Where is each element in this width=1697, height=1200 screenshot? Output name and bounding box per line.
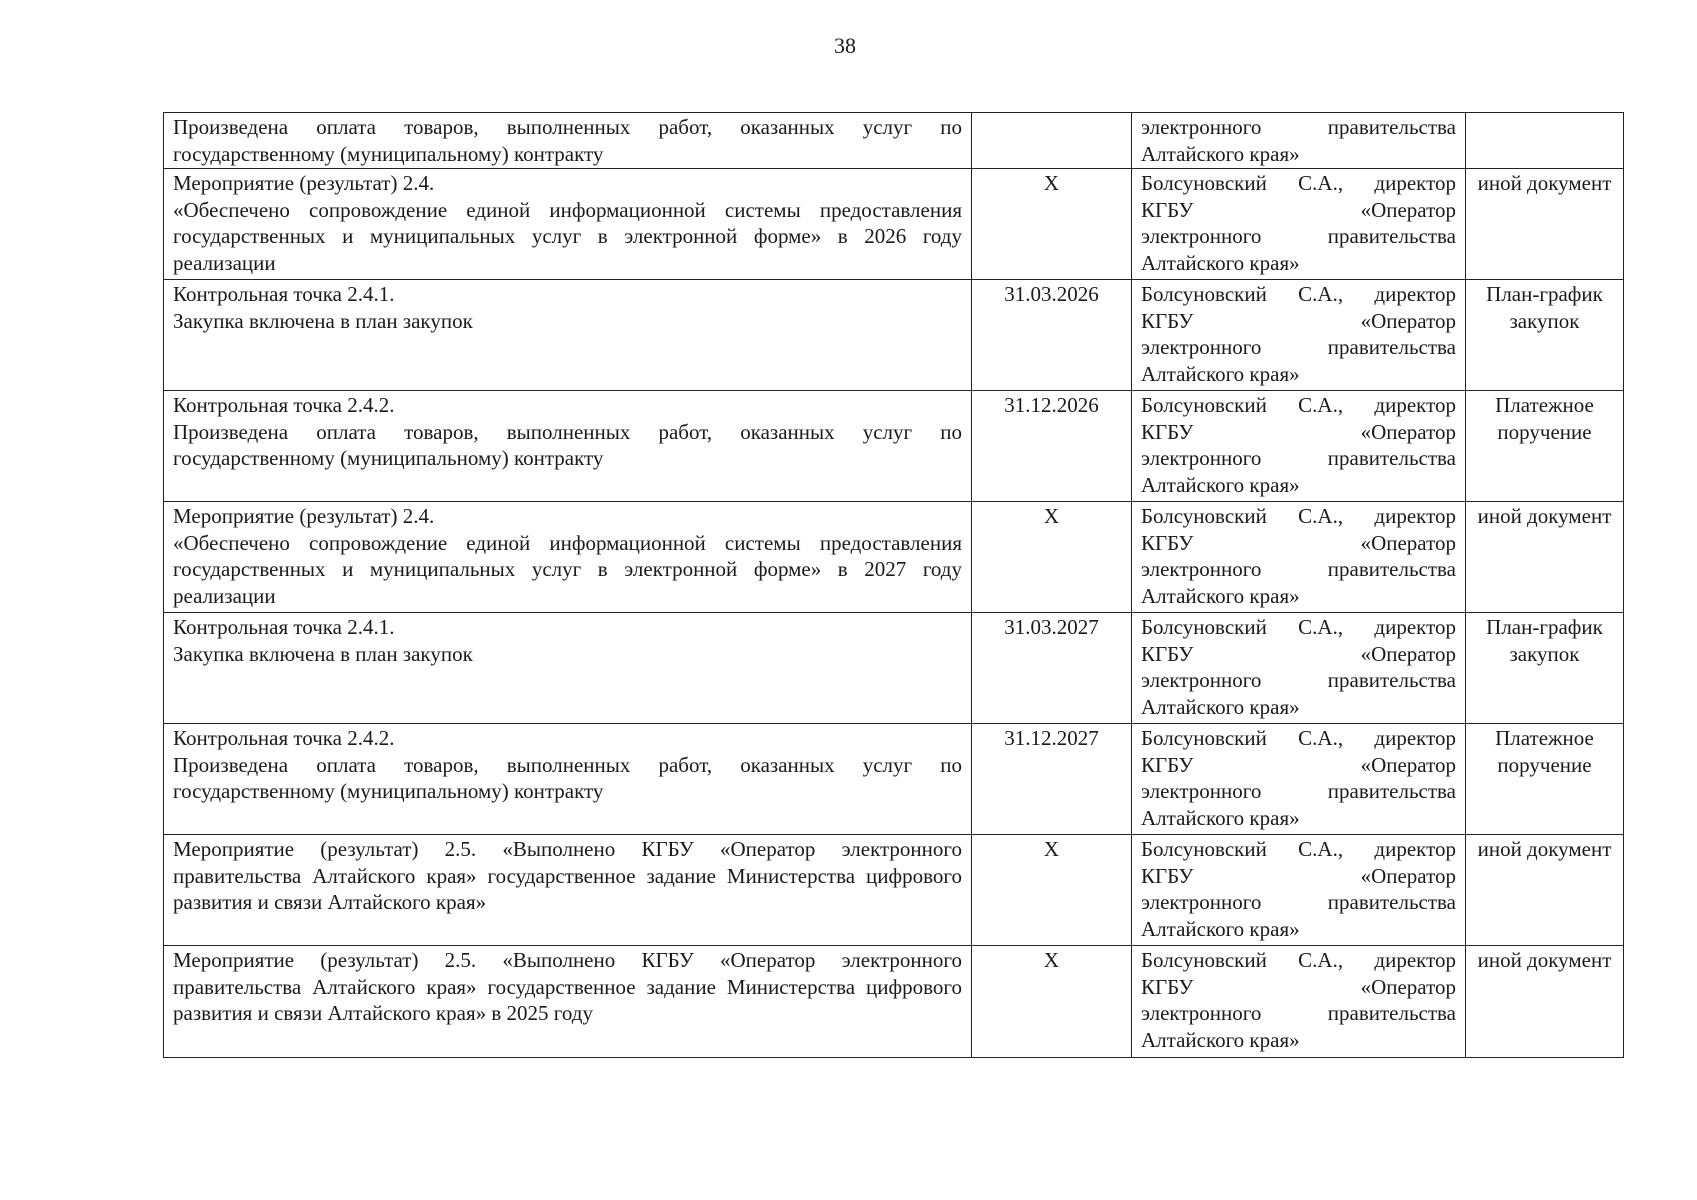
plan-table bbox=[163, 112, 1624, 1058]
responsible-line: Болсуновский С.А., директор bbox=[1141, 948, 1456, 972]
responsible-line: КГБУ «Оператор bbox=[1141, 530, 1456, 555]
responsible-line: Болсуновский С.А., директор bbox=[1141, 837, 1456, 861]
responsible-line: электронного правительства bbox=[1141, 335, 1456, 359]
cell-responsible bbox=[1132, 613, 1466, 724]
event-description: Мероприятие (результат) 2.5. «Выполнено КГБУ «Оператор электронного правительства Алтайского края» государственное задание Министерства цифрового развития и связи Алтайского края» bbox=[173, 837, 962, 914]
event-title: Контрольная точка 2.4.1. bbox=[173, 282, 395, 306]
event-description: Закупка включена в план закупок bbox=[173, 308, 473, 333]
event-title: Контрольная точка 2.4.2. bbox=[173, 726, 395, 750]
event-description: Закупка включена в план закупок bbox=[173, 641, 473, 666]
page-number: 38 bbox=[834, 33, 856, 58]
cell-deadline bbox=[972, 113, 1132, 169]
cell-event-name bbox=[164, 724, 972, 835]
event-title: Контрольная точка 2.4.1. bbox=[173, 615, 395, 639]
responsible-line: КГБУ «Оператор bbox=[1141, 752, 1456, 777]
event-description: «Обеспечено сопровождение единой информационной системы предоставления государственных и муниципальных услуг в электронной форме» в 2026 году реализации bbox=[173, 197, 962, 275]
table-row bbox=[164, 169, 1624, 280]
responsible-line: Алтайского края» bbox=[1141, 694, 1300, 719]
responsible-line: КГБУ «Оператор bbox=[1141, 419, 1456, 444]
plan-table-body bbox=[164, 113, 1624, 1058]
responsible-line: электронного правительства bbox=[1141, 224, 1456, 248]
cell-document: План-график закупок bbox=[1466, 613, 1624, 724]
table-row bbox=[164, 946, 1624, 1058]
responsible-line: КГБУ «Оператор bbox=[1141, 308, 1456, 333]
cell-document: иной документ bbox=[1466, 502, 1624, 613]
event-description: Произведена оплата товаров, выполненных работ, оказанных услуг по государственному (муниципальному) контракту bbox=[173, 115, 962, 166]
cell-event-name bbox=[164, 502, 972, 613]
responsible-line: Алтайского края» bbox=[1141, 1027, 1300, 1052]
responsible-line: электронного правительства bbox=[1141, 446, 1456, 470]
page-number-container bbox=[0, 32, 1697, 60]
cell-document bbox=[1466, 113, 1624, 169]
cell-responsible bbox=[1132, 502, 1466, 613]
table-row bbox=[164, 502, 1624, 613]
cell-document: иной документ bbox=[1466, 169, 1624, 280]
responsible-line: электронного правительства bbox=[1141, 779, 1456, 803]
cell-event-name bbox=[164, 169, 972, 280]
cell-responsible bbox=[1132, 169, 1466, 280]
event-description: Произведена оплата товаров, выполненных работ, оказанных услуг по государственному (муниципальному) контракту bbox=[173, 419, 962, 470]
cell-responsible bbox=[1132, 946, 1466, 1058]
cell-deadline: X bbox=[972, 169, 1132, 280]
responsible-line: Алтайского края» bbox=[1141, 361, 1300, 386]
responsible-line: электронного правительства bbox=[1141, 890, 1456, 914]
cell-responsible bbox=[1132, 724, 1466, 835]
responsible-line: Алтайского края» bbox=[1141, 805, 1300, 830]
cell-document: иной документ bbox=[1466, 946, 1624, 1058]
responsible-line: Алтайского края» bbox=[1141, 583, 1300, 608]
responsible-line: КГБУ «Оператор bbox=[1141, 197, 1456, 222]
responsible-line: Алтайского края» bbox=[1141, 472, 1300, 497]
responsible-line: КГБУ «Оператор bbox=[1141, 641, 1456, 666]
responsible-line: Болсуновский С.А., директор bbox=[1141, 615, 1456, 639]
cell-deadline: 31.12.2027 bbox=[972, 724, 1132, 835]
cell-responsible bbox=[1132, 835, 1466, 946]
cell-event-name bbox=[164, 113, 972, 169]
responsible-line: электронного правительства bbox=[1141, 115, 1456, 139]
responsible-line: Болсуновский С.А., директор bbox=[1141, 393, 1456, 417]
cell-document: иной документ bbox=[1466, 835, 1624, 946]
cell-responsible bbox=[1132, 391, 1466, 502]
cell-responsible bbox=[1132, 113, 1466, 169]
event-description: «Обеспечено сопровождение единой информационной системы предоставления государственных и муниципальных услуг в электронной форме» в 2027 году реализации bbox=[173, 530, 962, 608]
event-title: Мероприятие (результат) 2.4. bbox=[173, 504, 435, 528]
cell-event-name bbox=[164, 946, 972, 1058]
cell-event-name bbox=[164, 835, 972, 946]
responsible-line: электронного правительства bbox=[1141, 668, 1456, 692]
responsible-line: Алтайского края» bbox=[1141, 916, 1300, 941]
cell-document: Платежное поручение bbox=[1466, 724, 1624, 835]
table-row bbox=[164, 113, 1624, 169]
responsible-line: КГБУ «Оператор bbox=[1141, 974, 1456, 999]
table-row bbox=[164, 391, 1624, 502]
cell-event-name bbox=[164, 391, 972, 502]
cell-event-name bbox=[164, 613, 972, 724]
responsible-line: Алтайского края» bbox=[1141, 250, 1300, 275]
event-title: Мероприятие (результат) 2.4. bbox=[173, 171, 435, 195]
responsible-line: Болсуновский С.А., директор bbox=[1141, 171, 1456, 195]
responsible-line: КГБУ «Оператор bbox=[1141, 863, 1456, 888]
responsible-line: электронного правительства bbox=[1141, 1001, 1456, 1025]
cell-deadline: X bbox=[972, 835, 1132, 946]
cell-deadline: 31.12.2026 bbox=[972, 391, 1132, 502]
responsible-line: Болсуновский С.А., директор bbox=[1141, 504, 1456, 528]
table-row bbox=[164, 280, 1624, 391]
table-row bbox=[164, 613, 1624, 724]
responsible-line: Болсуновский С.А., директор bbox=[1141, 726, 1456, 750]
responsible-line: электронного правительства bbox=[1141, 557, 1456, 581]
responsible-line: Болсуновский С.А., директор bbox=[1141, 282, 1456, 306]
cell-responsible bbox=[1132, 280, 1466, 391]
table-row bbox=[164, 724, 1624, 835]
event-description: Мероприятие (результат) 2.5. «Выполнено КГБУ «Оператор электронного правительства Алтайского края» государственное задание Министерства цифрового развития и связи Алтайского края» в 2025 году bbox=[173, 948, 962, 1025]
cell-deadline: X bbox=[972, 502, 1132, 613]
cell-document: Платежное поручение bbox=[1466, 391, 1624, 502]
table-row bbox=[164, 835, 1624, 946]
cell-document: План-график закупок bbox=[1466, 280, 1624, 391]
cell-deadline: 31.03.2026 bbox=[972, 280, 1132, 391]
cell-event-name bbox=[164, 280, 972, 391]
cell-deadline: 31.03.2027 bbox=[972, 613, 1132, 724]
event-title: Контрольная точка 2.4.2. bbox=[173, 393, 395, 417]
responsible-line: Алтайского края» bbox=[1141, 141, 1300, 166]
event-description: Произведена оплата товаров, выполненных работ, оказанных услуг по государственному (муниципальному) контракту bbox=[173, 752, 962, 803]
cell-deadline: X bbox=[972, 946, 1132, 1058]
